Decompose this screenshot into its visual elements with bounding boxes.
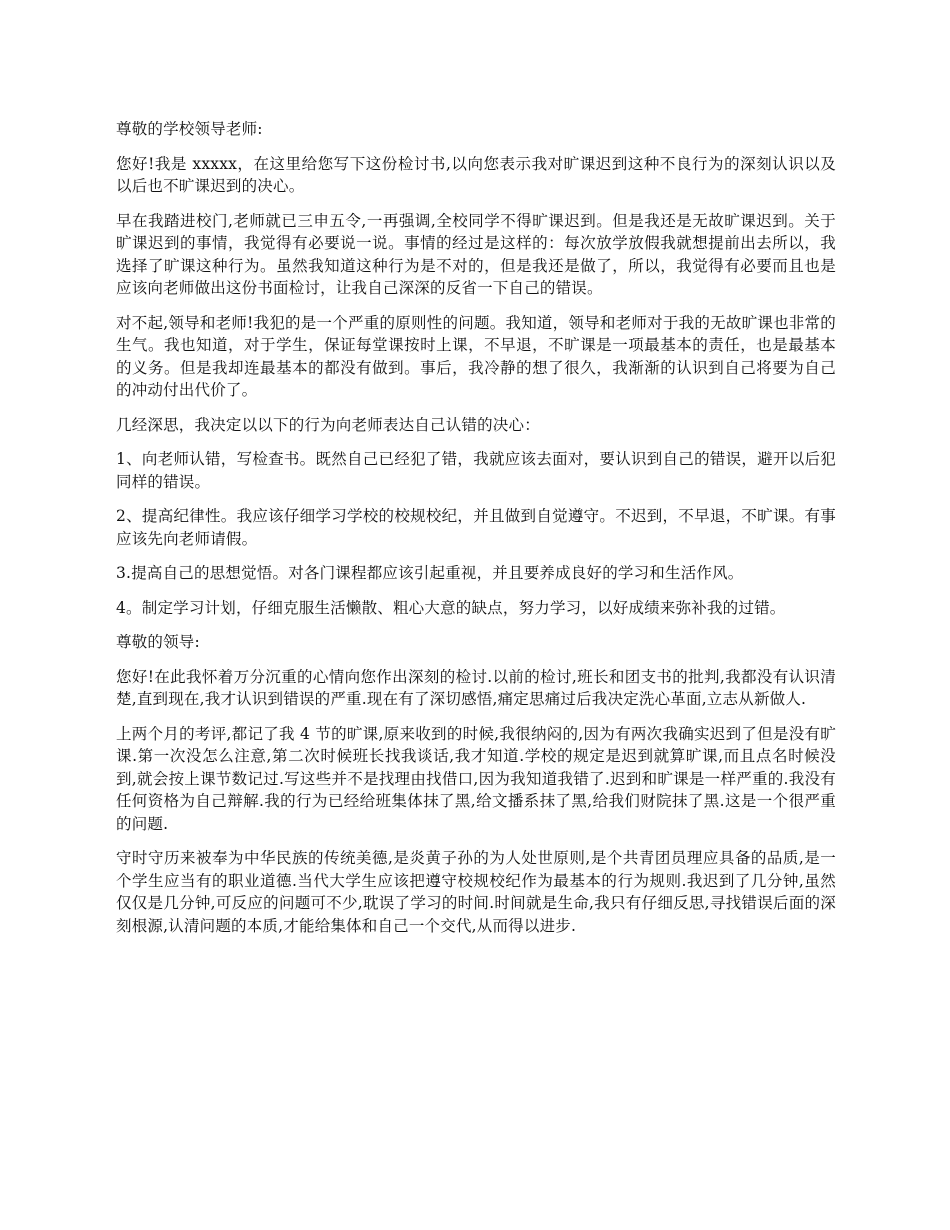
paragraph-evaluation: 上两个月的考评,都记了我 4 节的旷课,原来收到的时候,我很纳闷的,因为有两次我确实迟到了但是没有旷课.第一次没怎么注意,第二次时候班长找我谈话,我才知道.学校的规定是迟到就算旷课,而且点名时候没到,就会按上课节数记过.写这些并不是找理由找借口,因为我知道我错了.迟到和旷课是一样严重的.我没有任何资格为自己辩解.我的行为已经给班集体抹了黑,给文播系抹了黑,给我们财院抹了黑.这是一个很严重的问题. (116, 724, 836, 833)
list-item-1: 1、向老师认错，写检查书。既然自己已经犯了错，我就应该去面对，要认识到自己的错误，避开以后犯同样的错误。 (116, 450, 836, 491)
salutation-leader: 尊敬的领导: (116, 633, 200, 651)
document-body (116, 118, 836, 949)
paragraph-second-intro: 您好!在此我怀着万分沉重的心情向您作出深刻的检讨.以前的检讨,班长和团支书的批判,我都没有认识清楚,直到现在,我才认识到错误的严重.现在有了深切感悟,痛定思痛过后我决定洗心革面,立志从新做人. (116, 667, 836, 708)
list-item-4: 4。制定学习计划，仔细克服生活懒散、粗心大意的缺点，努力学习，以好成绩来弥补我的过错。 (116, 598, 786, 617)
paragraph-background: 早在我踏进校门,老师就已三申五令,一再强调,全校同学不得旷课迟到。但是我还是无故旷课迟到。关于旷课迟到的事情，我觉得有必要说一说。事情的经过是这样的：每次放学放假我就想提前出去所以，我选择了旷课这种行为。虽然我知道这种行为是不对的，但是我还是做了，所以，我觉得有必要而且也是应该向老师做出这份书面检讨，让我自己深深的反省一下自己的错误。 (116, 211, 836, 297)
paragraph-intro: 您好!我是 xxxxx，在这里给您写下这份检讨书,以向您表示我对旷课迟到这种不良行为的深刻认识以及以后也不旷课迟到的决心。 (116, 154, 836, 195)
paragraph-decision: 几经深思，我决定以以下的行为向老师表达自己认错的决心： (116, 415, 540, 434)
list-item-2: 2、提高纪律性。我应该仔细学习学校的校规校纪，并且做到自觉遵守。不迟到，不早退，不旷课。有事应该先向老师请假。 (116, 507, 836, 548)
salutation-school: 尊敬的学校领导老师: (116, 120, 263, 138)
list-item-3: 3.提高自己的思想觉悟。对各门课程都应该引起重视，并且要养成良好的学习和生活作风。 (116, 564, 744, 582)
paragraph-punctuality: 守时守历来被奉为中华民族的传统美德,是炎黄子孙的为人处世原则,是个共青团员理应具备的品质,是一个学生应当有的职业道德.当代大学生应该把遵守校规校纪作为最基本的行为规则.我迟到了几分钟,虽然仅仅是几分钟,可反应的问题可不少,耽误了学习的时间.时间就是生命,我只有仔细反思,寻找错误后面的深刻根源,认清问题的本质,才能给集体和自己一个交代,从而得以进步. (116, 849, 836, 935)
paragraph-apology: 对不起,领导和老师!我犯的是一个严重的原则性的问题。我知道，领导和老师对于我的无故旷课也非常的生气。我也知道，对于学生，保证每堂课按时上课，不早退，不旷课是一项最基本的责任，也是最基本的义务。但是我却连最基本的都没有做到。事后，我冷静的想了很久，我渐渐的认识到自己将要为自己的冲动付出代价了。 (116, 313, 836, 399)
